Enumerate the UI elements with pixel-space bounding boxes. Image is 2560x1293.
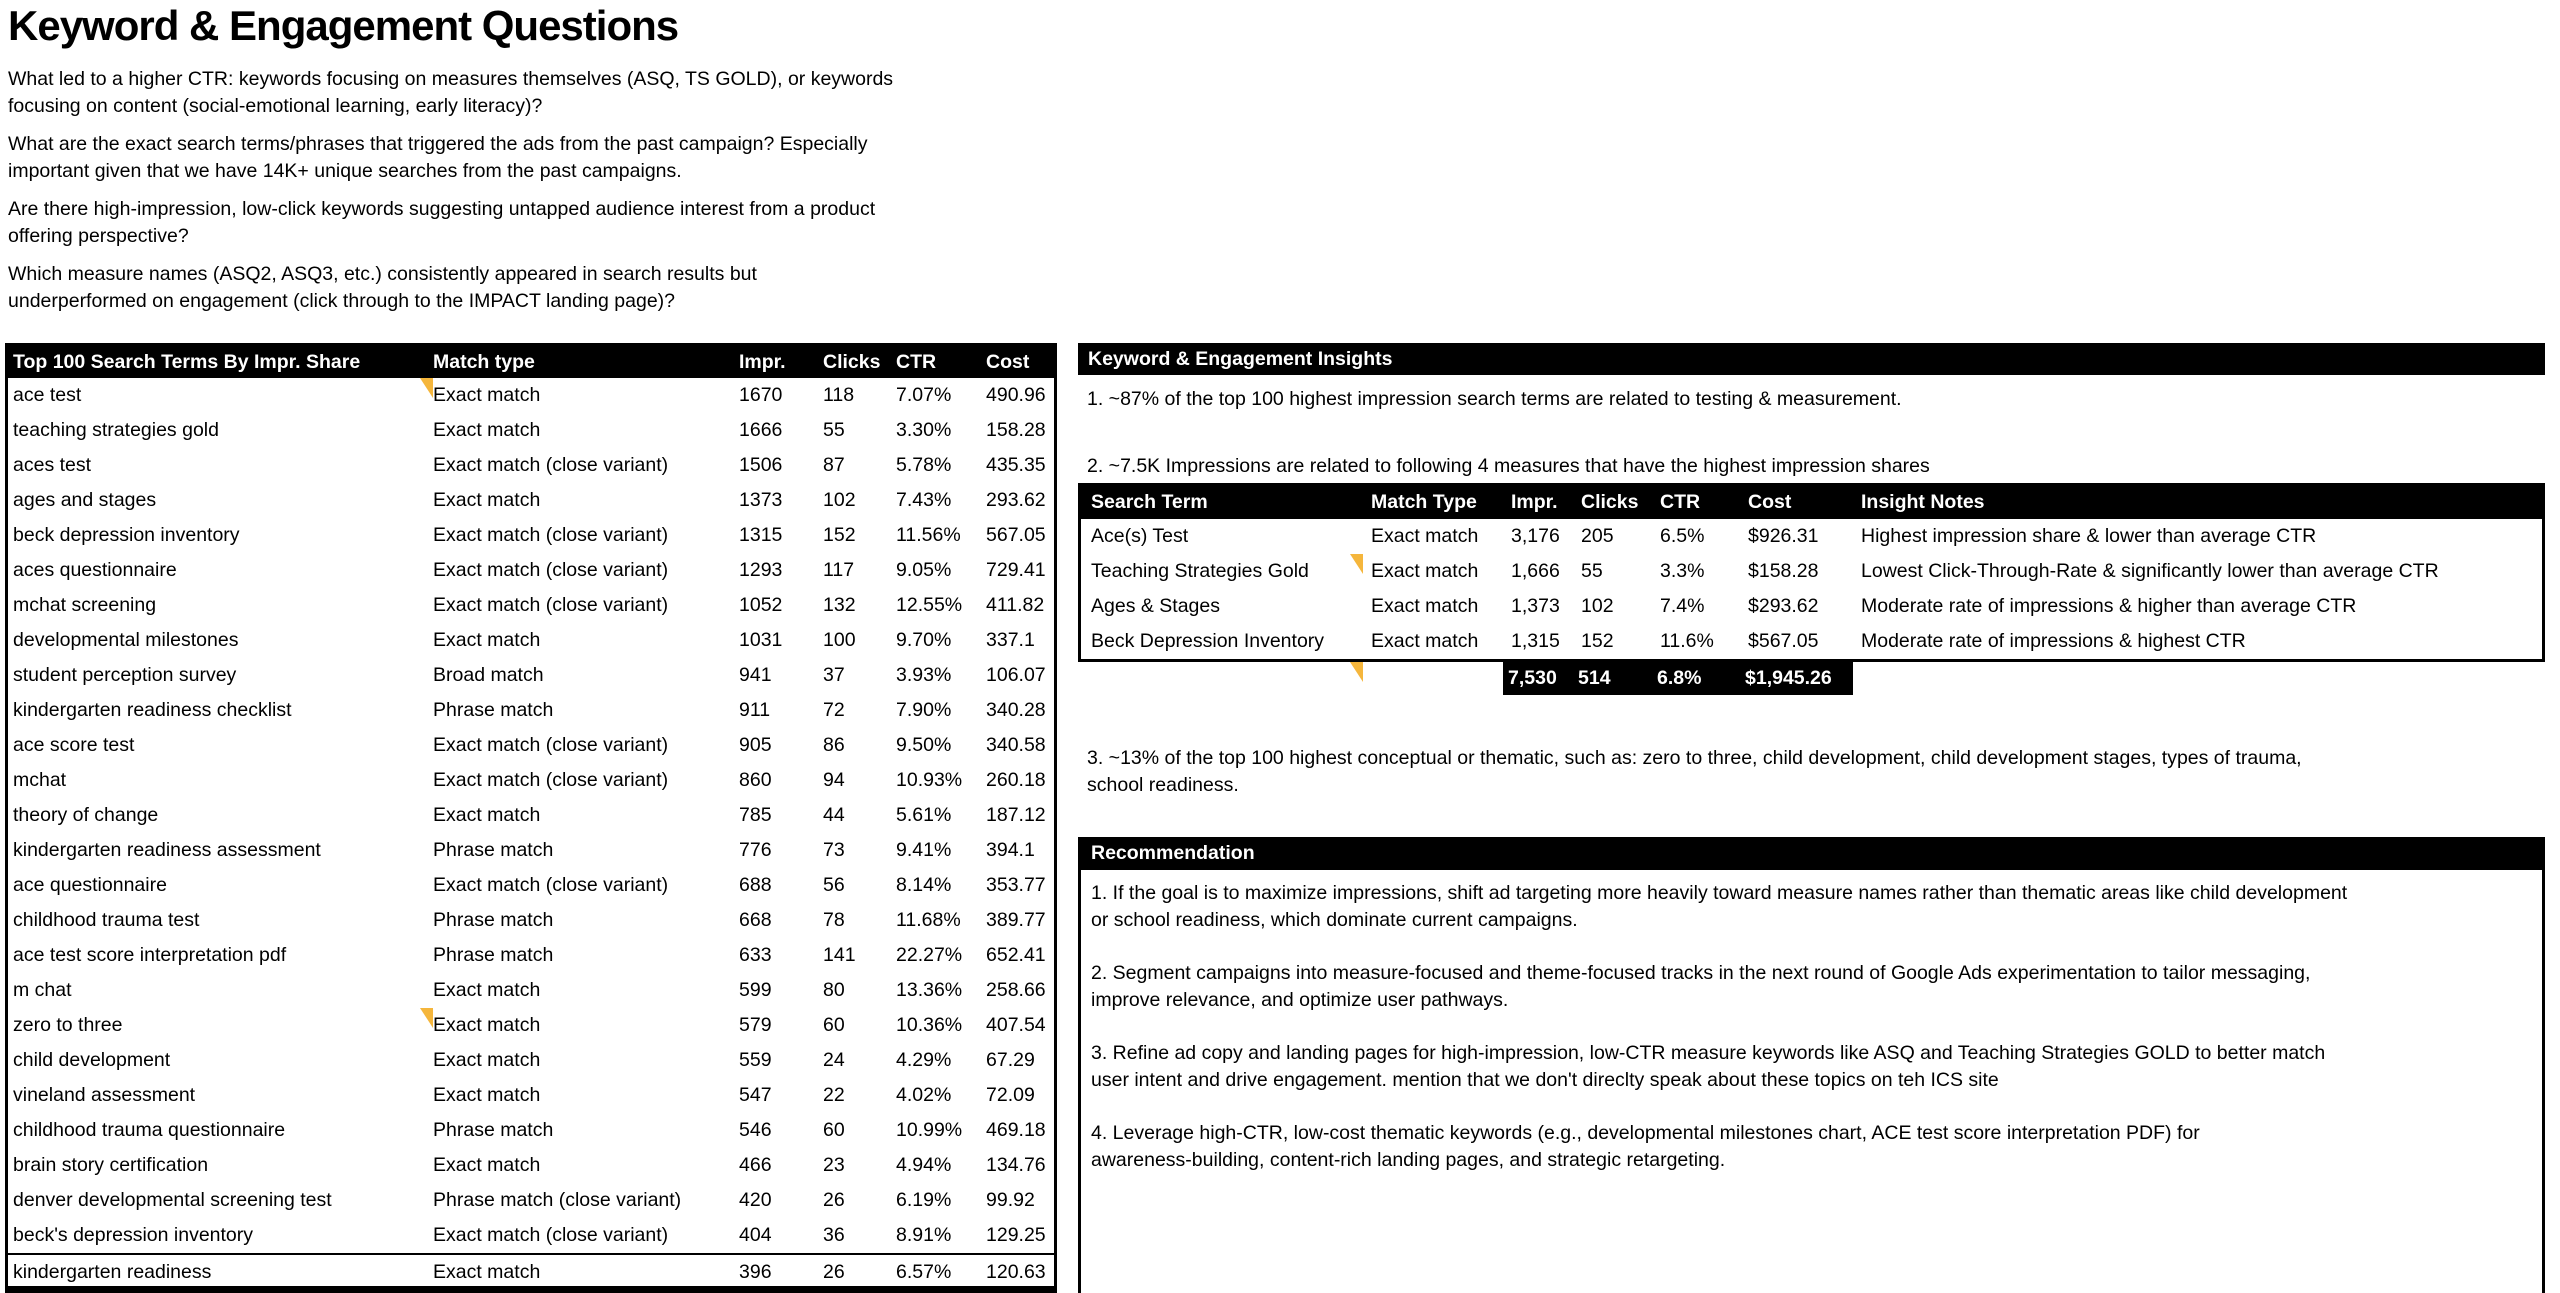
cell-clicks[interactable]: 37 xyxy=(823,664,845,686)
cell-ctr[interactable]: 9.50% xyxy=(896,734,952,756)
cell-term[interactable]: Beck Depression Inventory xyxy=(1091,630,1325,652)
cell-ctr[interactable]: 6.57% xyxy=(896,1261,952,1283)
table-row[interactable] xyxy=(8,798,1054,833)
cell-clicks[interactable]: 60 xyxy=(823,1119,845,1141)
cell-clicks[interactable]: 55 xyxy=(1581,560,1603,582)
cell-impr[interactable]: 633 xyxy=(739,944,772,966)
cell-ctr[interactable]: 7.43% xyxy=(896,489,952,511)
table-row[interactable] xyxy=(8,973,1054,1008)
cell-cost[interactable]: 435.35 xyxy=(986,454,1046,476)
cell-match[interactable]: Exact match xyxy=(433,489,541,511)
cell-impr[interactable]: 559 xyxy=(739,1049,772,1071)
cell-term[interactable]: mchat xyxy=(13,769,67,791)
cell-cost[interactable]: 187.12 xyxy=(986,804,1046,826)
cell-clicks[interactable]: 44 xyxy=(823,804,845,826)
cell-ctr[interactable]: 7.90% xyxy=(896,699,952,721)
cell-cost[interactable]: 411.82 xyxy=(986,594,1045,616)
cell-clicks[interactable]: 36 xyxy=(823,1224,845,1246)
cell-term[interactable]: kindergarten readiness assessment xyxy=(13,839,321,861)
cell-clicks[interactable]: 205 xyxy=(1581,525,1614,547)
cell-ctr[interactable]: 10.36% xyxy=(896,1014,963,1036)
cell-ctr[interactable]: 9.70% xyxy=(896,629,952,651)
table-row[interactable] xyxy=(8,1043,1054,1078)
search-terms-table-header-row xyxy=(8,346,1054,378)
cell-ctr[interactable]: 22.27% xyxy=(896,944,963,966)
cell-cost[interactable]: 258.66 xyxy=(986,979,1046,1001)
cell-clicks[interactable]: 22 xyxy=(823,1084,845,1106)
cell-term[interactable]: ace test score interpretation pdf xyxy=(13,944,287,966)
cell-ctr[interactable]: 11.6% xyxy=(1660,630,1714,652)
cell-cost[interactable]: 652.41 xyxy=(986,944,1046,966)
cell-match[interactable]: Exact match (close variant) xyxy=(433,1224,669,1246)
cell-term[interactable]: aces questionnaire xyxy=(13,559,177,581)
cell-cost[interactable]: 337.1 xyxy=(986,629,1035,651)
cell-impr[interactable]: 466 xyxy=(739,1154,772,1176)
note-marker-icon[interactable] xyxy=(420,1008,433,1028)
cell-term[interactable]: teaching strategies gold xyxy=(13,419,219,441)
cell-impr[interactable]: 1670 xyxy=(739,384,783,406)
cell-match[interactable]: Phrase match xyxy=(433,839,554,861)
table-row[interactable] xyxy=(8,693,1054,728)
cell-match[interactable]: Exact match (close variant) xyxy=(433,594,669,616)
cell-clicks[interactable]: 132 xyxy=(823,594,856,616)
column-header[interactable]: Clicks xyxy=(823,350,881,373)
cell-impr[interactable]: 3,176 xyxy=(1511,525,1560,547)
cell-ctr[interactable]: 4.02% xyxy=(896,1084,952,1106)
cell-term[interactable]: mchat screening xyxy=(13,594,157,616)
column-header[interactable]: Cost xyxy=(986,350,1030,373)
cell-match[interactable]: Exact match xyxy=(1371,595,1479,617)
cell-cost[interactable]: 394.1 xyxy=(986,839,1035,861)
cell-cost[interactable]: 490.96 xyxy=(986,384,1046,406)
question-paragraph: What are the exact search terms/phrases that triggered the ads from the past campaign? Especially important given that we have 14K+ unique searches from the past campaigns. xyxy=(8,133,868,182)
cell-cost[interactable]: 129.25 xyxy=(986,1224,1046,1246)
cell-clicks[interactable]: 73 xyxy=(823,839,845,861)
insights-header-label: Keyword & Engagement Insights xyxy=(1088,347,1393,370)
cell-impr[interactable]: 1052 xyxy=(739,594,783,616)
cell-term[interactable]: m chat xyxy=(13,979,72,1001)
questions-block xyxy=(8,66,1068,326)
cell-match[interactable]: Broad match xyxy=(433,664,544,686)
table-row[interactable] xyxy=(8,1113,1054,1148)
cell-match[interactable]: Exact match xyxy=(433,1049,541,1071)
cell-term[interactable]: beck depression inventory xyxy=(13,524,240,546)
recommendation-panel xyxy=(1078,837,2545,1293)
column-header[interactable]: Impr. xyxy=(739,350,786,373)
table-row[interactable] xyxy=(8,1253,1054,1290)
table-row[interactable] xyxy=(8,763,1054,798)
cell-term[interactable]: childhood trauma test xyxy=(13,909,200,931)
cell-clicks[interactable]: 55 xyxy=(823,419,845,441)
cell-impr[interactable]: 547 xyxy=(739,1084,772,1106)
table-bottom-border xyxy=(8,1286,1054,1290)
cell-match[interactable]: Phrase match (close variant) xyxy=(433,1189,682,1211)
cell-match[interactable]: Exact match xyxy=(1371,560,1479,582)
cell-match[interactable]: Exact match xyxy=(433,804,541,826)
note-marker-icon[interactable] xyxy=(1350,554,1363,574)
cell-ctr[interactable]: 8.14% xyxy=(896,874,952,896)
recommendation-item: 4. Leverage high-CTR, low-cost thematic keywords (e.g., developmental milestones chart, ACE test score interpretation PDF) for awareness-building, content-rich landing pages, and strategic retargeting. xyxy=(1091,1122,2200,1171)
table-row[interactable] xyxy=(8,1148,1054,1183)
totals-impressions: 7,530 xyxy=(1508,667,1557,689)
cell-clicks[interactable]: 24 xyxy=(823,1049,845,1071)
column-header[interactable]: Clicks xyxy=(1581,491,1639,513)
cell-ctr[interactable]: 13.36% xyxy=(896,979,963,1001)
cell-cost[interactable]: 120.63 xyxy=(986,1261,1046,1283)
cell-match[interactable]: Exact match (close variant) xyxy=(433,559,669,581)
cell-impr[interactable]: 420 xyxy=(739,1189,772,1211)
table-row[interactable] xyxy=(8,868,1054,903)
question-paragraph: Are there high-impression, low-click keywords suggesting untapped audience interest from a product offering perspective? xyxy=(8,198,876,247)
insights-table-header-row xyxy=(1081,486,2542,519)
cell-ctr[interactable]: 10.93% xyxy=(896,769,963,791)
cell-term[interactable]: ace questionnaire xyxy=(13,874,167,896)
table-row[interactable] xyxy=(1081,624,2542,659)
cell-impr[interactable]: 860 xyxy=(739,769,772,791)
cell-impr[interactable]: 1373 xyxy=(739,489,783,511)
recommendation-header-label: Recommendation xyxy=(1091,842,1255,864)
table-row[interactable] xyxy=(8,938,1054,973)
cell-cost[interactable]: 567.05 xyxy=(986,524,1046,546)
cell-clicks[interactable]: 80 xyxy=(823,979,845,1001)
cell-term[interactable]: ace score test xyxy=(13,734,135,756)
recommendation-item: 2. Segment campaigns into measure-focused and theme-focused tracks in the next round of Google Ads experimentation to tailor messaging, improve relevance, and optimize user pathways. xyxy=(1091,962,2311,1011)
cell-cost[interactable]: 389.77 xyxy=(986,909,1046,931)
cell-ctr[interactable]: 3.30% xyxy=(896,419,952,441)
cell-clicks[interactable]: 56 xyxy=(823,874,845,896)
cell-match[interactable]: Exact match xyxy=(433,384,541,406)
cell-ctr[interactable]: 7.4% xyxy=(1660,595,1705,617)
cell-impr[interactable]: 404 xyxy=(739,1224,772,1246)
table-row[interactable] xyxy=(1081,519,2542,554)
page-title: Keyword & Engagement Questions xyxy=(8,2,679,49)
cell-impr[interactable]: 1,373 xyxy=(1511,595,1560,617)
cell-impr[interactable]: 579 xyxy=(739,1014,772,1036)
table-row[interactable] xyxy=(8,658,1054,693)
cell-ctr[interactable]: 3.3% xyxy=(1660,560,1705,582)
table-row[interactable] xyxy=(8,1008,1054,1043)
cell-impr[interactable]: 546 xyxy=(739,1119,772,1141)
cell-match[interactable]: Exact match xyxy=(433,979,541,1001)
cell-impr[interactable]: 688 xyxy=(739,874,772,896)
cell-term[interactable]: denver developmental screening test xyxy=(13,1189,332,1211)
recommendation-header-bar xyxy=(1081,837,2542,870)
insights-measures-table xyxy=(1078,483,2545,662)
column-header[interactable]: Insight Notes xyxy=(1861,491,1985,513)
table-row[interactable] xyxy=(8,378,1054,413)
cell-match[interactable]: Exact match xyxy=(1371,630,1479,652)
cell-clicks[interactable]: 60 xyxy=(823,1014,845,1036)
table-row[interactable] xyxy=(8,518,1054,553)
cell-clicks[interactable]: 26 xyxy=(823,1189,845,1211)
note-marker-icon[interactable] xyxy=(1350,662,1363,682)
table-row[interactable] xyxy=(1081,589,2542,624)
table-row[interactable] xyxy=(8,588,1054,623)
cell-impr[interactable]: 776 xyxy=(739,839,772,861)
table-row[interactable] xyxy=(8,623,1054,658)
table-row[interactable] xyxy=(8,1218,1054,1253)
cell-match[interactable]: Exact match xyxy=(433,1154,541,1176)
cell-term[interactable]: ace test xyxy=(13,384,82,406)
table-row[interactable] xyxy=(8,1078,1054,1113)
cell-cost[interactable]: 729.41 xyxy=(986,559,1046,581)
cell-notes[interactable]: Highest impression share & lower than average CTR xyxy=(1861,525,2317,547)
cell-match[interactable]: Exact match xyxy=(433,419,541,441)
cell-impr[interactable]: 668 xyxy=(739,909,772,931)
cell-impr[interactable]: 905 xyxy=(739,734,772,756)
cell-ctr[interactable]: 10.99% xyxy=(896,1119,963,1141)
cell-term[interactable]: brain story certification xyxy=(13,1154,209,1176)
cell-cost[interactable]: 353.77 xyxy=(986,874,1046,896)
cell-ctr[interactable]: 4.94% xyxy=(896,1154,952,1176)
insight-point-1: 1. ~87% of the top 100 highest impression search terms are related to testing & measurement. xyxy=(1087,388,1902,410)
column-header[interactable]: Cost xyxy=(1748,491,1792,513)
cell-ctr[interactable]: 3.93% xyxy=(896,664,952,686)
cell-notes[interactable]: Moderate rate of impressions & higher than average CTR xyxy=(1861,595,2357,617)
search-terms-table xyxy=(5,343,1057,1293)
cell-match[interactable]: Exact match (close variant) xyxy=(433,454,669,476)
cell-cost[interactable]: 67.29 xyxy=(986,1049,1035,1071)
cell-clicks[interactable]: 102 xyxy=(823,489,856,511)
cell-ctr[interactable]: 12.55% xyxy=(896,594,963,616)
cell-ctr[interactable]: 4.29% xyxy=(896,1049,952,1071)
cell-clicks[interactable]: 100 xyxy=(823,629,856,651)
cell-impr[interactable]: 1,315 xyxy=(1511,630,1560,652)
cell-ctr[interactable]: 6.5% xyxy=(1660,525,1705,547)
question-paragraph: What led to a higher CTR: keywords focusing on measures themselves (ASQ, TS GOLD), or keywords focusing on content (social-emotional learning, early literacy)? xyxy=(8,68,894,117)
cell-impr[interactable]: 1031 xyxy=(739,629,783,651)
cell-match[interactable]: Exact match (close variant) xyxy=(433,734,669,756)
cell-term[interactable]: Ages & Stages xyxy=(1091,595,1220,617)
cell-ctr[interactable]: 6.19% xyxy=(896,1189,952,1211)
cell-impr[interactable]: 1506 xyxy=(739,454,783,476)
cell-cost[interactable]: 106.07 xyxy=(986,664,1046,686)
cell-clicks[interactable]: 26 xyxy=(823,1261,845,1283)
cell-ctr[interactable]: 9.41% xyxy=(896,839,952,861)
table-row[interactable] xyxy=(8,833,1054,868)
cell-clicks[interactable]: 117 xyxy=(823,559,855,581)
cell-match[interactable]: Exact match xyxy=(1371,525,1479,547)
table-row[interactable] xyxy=(8,903,1054,938)
cell-cost[interactable]: 340.28 xyxy=(986,699,1046,721)
cell-cost[interactable]: $926.31 xyxy=(1748,525,1819,547)
question-paragraph: Which measure names (ASQ2, ASQ3, etc.) consistently appeared in search results but underperformed on engagement (click through to the IMPACT landing page)? xyxy=(8,263,757,312)
search-terms-table-body xyxy=(8,378,1054,1290)
cell-impr[interactable]: 911 xyxy=(739,699,771,721)
cell-ctr[interactable]: 5.78% xyxy=(896,454,952,476)
column-header[interactable]: Match type xyxy=(433,350,535,373)
cell-impr[interactable]: 941 xyxy=(739,664,772,686)
cell-cost[interactable]: 72.09 xyxy=(986,1084,1035,1106)
cell-match[interactable]: Exact match (close variant) xyxy=(433,769,669,791)
cell-clicks[interactable]: 78 xyxy=(823,909,845,931)
cell-ctr[interactable]: 9.05% xyxy=(896,559,952,581)
cell-cost[interactable]: 407.54 xyxy=(986,1014,1046,1036)
table-row[interactable] xyxy=(8,553,1054,588)
column-header[interactable]: Top 100 Search Terms By Impr. Share xyxy=(13,350,361,373)
cell-term[interactable]: theory of change xyxy=(13,804,159,826)
cell-term[interactable]: aces test xyxy=(13,454,92,476)
cell-ctr[interactable]: 11.68% xyxy=(896,909,961,931)
cell-impr[interactable]: 1,666 xyxy=(1511,560,1560,582)
cell-cost[interactable]: 340.58 xyxy=(986,734,1046,756)
cell-cost[interactable]: 134.76 xyxy=(986,1154,1046,1176)
cell-impr[interactable]: 785 xyxy=(739,804,772,826)
cell-clicks[interactable]: 86 xyxy=(823,734,845,756)
recommendation-items xyxy=(1081,870,2542,1174)
totals-clicks: 514 xyxy=(1578,667,1611,689)
cell-cost[interactable]: 99.92 xyxy=(986,1189,1035,1211)
cell-term[interactable]: vineland assessment xyxy=(13,1084,196,1106)
cell-notes[interactable]: Moderate rate of impressions & highest CTR xyxy=(1861,630,2246,652)
cell-match[interactable]: Exact match xyxy=(433,1014,541,1036)
cell-notes[interactable]: Lowest Click-Through-Rate & significantly lower than average CTR xyxy=(1861,560,2439,582)
cell-term[interactable]: kindergarten readiness xyxy=(13,1261,212,1283)
cell-clicks[interactable]: 141 xyxy=(823,944,856,966)
cell-term[interactable]: beck's depression inventory xyxy=(13,1224,254,1246)
totals-ctr: 6.8% xyxy=(1657,667,1702,689)
cell-match[interactable]: Phrase match xyxy=(433,944,554,966)
cell-term[interactable]: Ace(s) Test xyxy=(1091,525,1189,547)
cell-clicks[interactable]: 94 xyxy=(823,769,845,791)
cell-ctr[interactable]: 5.61% xyxy=(896,804,952,826)
column-header[interactable]: Match Type xyxy=(1371,491,1477,513)
table-row[interactable] xyxy=(8,483,1054,518)
cell-match[interactable]: Exact match xyxy=(433,1084,541,1106)
table-row[interactable] xyxy=(8,413,1054,448)
insights-header-bar xyxy=(1078,343,2545,375)
table-row[interactable] xyxy=(8,448,1054,483)
note-marker-icon[interactable] xyxy=(420,378,433,398)
column-header[interactable]: CTR xyxy=(896,350,937,373)
cell-term[interactable]: child development xyxy=(13,1049,171,1071)
cell-term[interactable]: student perception survey xyxy=(13,664,237,686)
cell-ctr[interactable]: 11.56% xyxy=(896,524,961,546)
cell-clicks[interactable]: 23 xyxy=(823,1154,845,1176)
cell-clicks[interactable]: 118 xyxy=(823,384,855,406)
cell-cost[interactable]: 158.28 xyxy=(986,419,1046,441)
table-row[interactable] xyxy=(8,1183,1054,1218)
cell-match[interactable]: Exact match xyxy=(433,1261,541,1283)
cell-term[interactable]: Teaching Strategies Gold xyxy=(1091,560,1309,582)
cell-clicks[interactable]: 152 xyxy=(823,524,856,546)
cell-cost[interactable]: $293.62 xyxy=(1748,595,1819,617)
cell-ctr[interactable]: 8.91% xyxy=(896,1224,952,1246)
recommendation-item: 3. Refine ad copy and landing pages for high-impression, low-CTR measure keywords like ASQ and Teaching Strategies GOLD to better match user intent and drive engagement. mention that we don't direclty speak about these topics on teh ICS site xyxy=(1091,1042,2326,1091)
cell-impr[interactable]: 1315 xyxy=(739,524,783,546)
table-row[interactable] xyxy=(1081,554,2542,589)
column-header[interactable]: CTR xyxy=(1660,491,1701,513)
column-header[interactable]: Search Term xyxy=(1091,491,1208,513)
recommendation-item: 1. If the goal is to maximize impressions, shift ad targeting more heavily toward measure names rather than thematic areas like child development or school readiness, which dominate current campaigns. xyxy=(1091,882,2348,931)
totals-cost: $1,945.26 xyxy=(1745,667,1832,689)
cell-match[interactable]: Exact match (close variant) xyxy=(433,524,669,546)
cell-impr[interactable]: 1666 xyxy=(739,419,783,441)
insight-point-2: 2. ~7.5K Impressions are related to following 4 measures that have the highest impression shares xyxy=(1087,455,1930,477)
cell-ctr[interactable]: 7.07% xyxy=(896,384,952,406)
cell-clicks[interactable]: 102 xyxy=(1581,595,1614,617)
cell-term[interactable]: zero to three xyxy=(13,1014,123,1036)
cell-match[interactable]: Exact match xyxy=(433,629,541,651)
cell-term[interactable]: childhood trauma questionnaire xyxy=(13,1119,286,1141)
cell-match[interactable]: Phrase match xyxy=(433,699,554,721)
cell-match[interactable]: Exact match (close variant) xyxy=(433,874,669,896)
cell-cost[interactable]: 469.18 xyxy=(986,1119,1046,1141)
insights-totals-row[interactable] xyxy=(1503,662,1853,695)
cell-term[interactable]: ages and stages xyxy=(13,489,157,511)
column-header[interactable]: Impr. xyxy=(1511,491,1558,513)
cell-clicks[interactable]: 72 xyxy=(823,699,845,721)
cell-match[interactable]: Phrase match xyxy=(433,1119,554,1141)
cell-match[interactable]: Phrase match xyxy=(433,909,554,931)
cell-cost[interactable]: 293.62 xyxy=(986,489,1046,511)
table-row[interactable] xyxy=(8,728,1054,763)
cell-cost[interactable]: $567.05 xyxy=(1748,630,1819,652)
cell-clicks[interactable]: 152 xyxy=(1581,630,1614,652)
insights-table-body xyxy=(1081,519,2542,659)
cell-clicks[interactable]: 87 xyxy=(823,454,845,476)
cell-impr[interactable]: 1293 xyxy=(739,559,783,581)
insight-point-3: 3. ~13% of the top 100 highest conceptual or thematic, such as: zero to three, child development, child development stages, types of trauma, school readiness. xyxy=(1087,747,2302,796)
cell-impr[interactable]: 599 xyxy=(739,979,772,1001)
cell-cost[interactable]: 260.18 xyxy=(986,769,1046,791)
cell-term[interactable]: developmental milestones xyxy=(13,629,239,651)
cell-impr[interactable]: 396 xyxy=(739,1261,772,1283)
cell-cost[interactable]: $158.28 xyxy=(1748,560,1819,582)
cell-term[interactable]: kindergarten readiness checklist xyxy=(13,699,292,721)
